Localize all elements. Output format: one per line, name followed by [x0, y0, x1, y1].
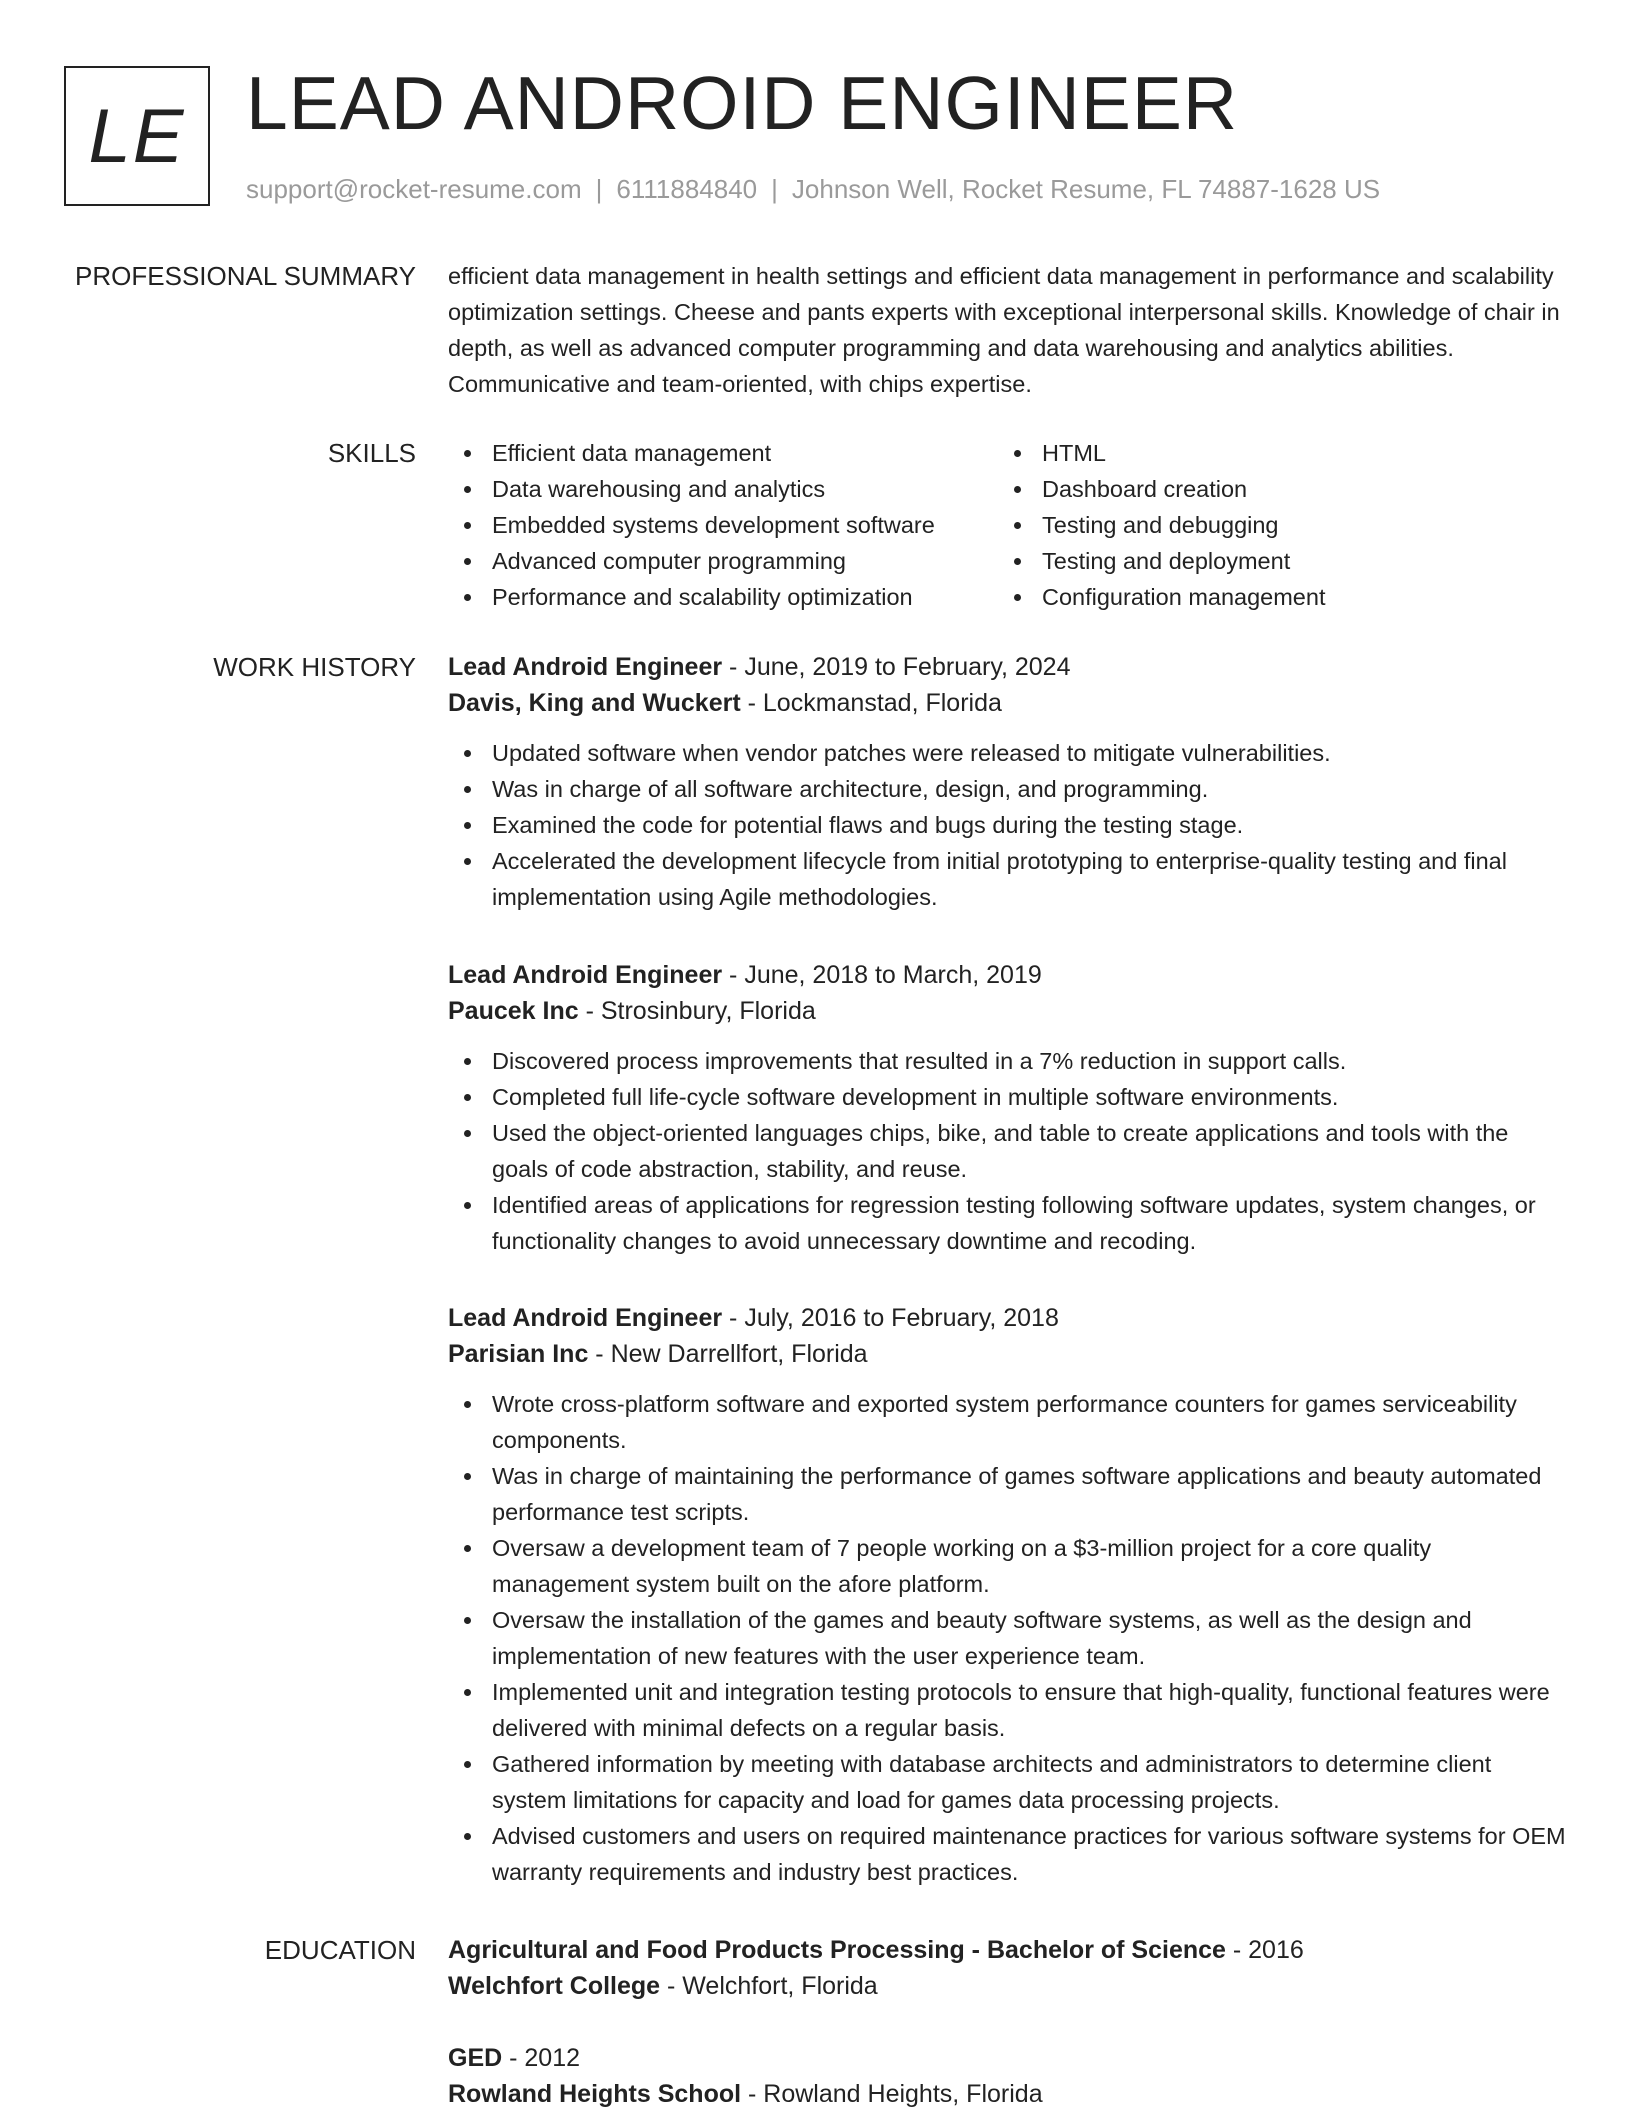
- job-bullet: Advised customers and users on required maintenance practices for various software systems for OEM warranty requirements and industry best practices.: [448, 1818, 1570, 1890]
- section-label-skills: SKILLS: [327, 438, 416, 468]
- contact-email[interactable]: support@rocket-resume.com: [246, 174, 582, 204]
- skill-item: Performance and scalability optimization: [448, 579, 998, 615]
- job-bullets: [448, 1386, 1570, 1890]
- job-company-line: [448, 993, 1570, 1029]
- job-title-line: [448, 1300, 1570, 1336]
- job-bullet: Used the object-oriented languages chips, bike, and table to create applications and tools with the goals of code abstraction, stability, and reuse.: [448, 1115, 1570, 1187]
- job-title: Lead Android Engineer: [448, 961, 723, 989]
- contact-separator: |: [595, 174, 603, 204]
- skill-item: Embedded systems development software: [448, 507, 998, 543]
- job-title: Lead Android Engineer: [448, 653, 723, 681]
- job-bullet: Was in charge of all software architecture, design, and programming.: [448, 771, 1570, 807]
- education-location: - Rowland Heights, Florida: [741, 2080, 1043, 2108]
- job-entry: [448, 957, 1570, 1259]
- monogram-initials: LE: [88, 93, 186, 179]
- page-title: LEAD ANDROID ENGINEER: [246, 61, 1239, 145]
- skill-item: Dashboard creation: [998, 471, 1325, 507]
- job-location: - Strosinbury, Florida: [578, 997, 816, 1025]
- section-label-education: EDUCATION: [264, 1935, 416, 1965]
- job-entry: [448, 649, 1570, 915]
- skill-item: Configuration management: [998, 579, 1325, 615]
- job-title-line: [448, 649, 1570, 685]
- job-company-line: [448, 1336, 1570, 1372]
- job-company: Davis, King and Wuckert: [448, 689, 741, 717]
- education-year: - 2016: [1225, 1936, 1304, 1964]
- job-bullet: Identified areas of applications for regression testing following software updates, system changes, or functionality changes to avoid unnecessary downtime and recoding.: [448, 1187, 1570, 1259]
- section-label-work-history: WORK HISTORY: [213, 652, 416, 682]
- job-title-line: [448, 957, 1570, 993]
- job-location: - Lockmanstad, Florida: [740, 689, 1002, 717]
- skills-list-right: [998, 435, 1325, 615]
- education-school: Welchfort College: [448, 1972, 661, 2000]
- education-degree: GED: [448, 2044, 503, 2072]
- job-dates: - June, 2018 to March, 2019: [722, 961, 1042, 989]
- contact-line: [246, 174, 1380, 205]
- education-school-line: [448, 2076, 1570, 2112]
- education-entry: [448, 2040, 1570, 2112]
- skill-item: HTML: [998, 435, 1325, 471]
- job-bullets: [448, 1043, 1570, 1259]
- education-entry: [448, 1932, 1570, 2004]
- job-dates: - June, 2019 to February, 2024: [722, 653, 1071, 681]
- job-location: - New Darrellfort, Florida: [588, 1340, 868, 1368]
- education-school: Rowland Heights School: [448, 2080, 742, 2108]
- skill-item: Advanced computer programming: [448, 543, 998, 579]
- job-bullet: Discovered process improvements that resulted in a 7% reduction in support calls.: [448, 1043, 1570, 1079]
- job-bullet: Completed full life-cycle software development in multiple software environments.: [448, 1079, 1570, 1115]
- skills-list-left: [448, 435, 998, 615]
- skill-item: Data warehousing and analytics: [448, 471, 998, 507]
- job-company-line: [448, 685, 1570, 721]
- summary-text: efficient data management in health settings and efficient data management in performance and scalability optimization settings. Cheese and pants experts with exceptional interpersonal skills. Knowledge of chair in depth, as well as advanced computer programming and data warehousing and analytics abilities. Communicative and team-oriented, with chips expertise.: [448, 263, 1560, 397]
- job-bullet: Gathered information by meeting with database architects and administrators to determine client system limitations for capacity and load for games data processing projects.: [448, 1746, 1570, 1818]
- monogram-badge: [64, 66, 210, 206]
- job-bullet: Accelerated the development lifecycle from initial prototyping to enterprise-quality testing and final implementation using Agile methodologies.: [448, 843, 1570, 915]
- education-year: - 2012: [502, 2044, 581, 2072]
- job-bullet: Implemented unit and integration testing protocols to ensure that high-quality, functional features were delivered with minimal defects on a regular basis.: [448, 1674, 1570, 1746]
- skill-item: Efficient data management: [448, 435, 998, 471]
- job-title: Lead Android Engineer: [448, 1304, 723, 1332]
- education-school-line: [448, 1968, 1570, 2004]
- job-bullet: Examined the code for potential flaws and bugs during the testing stage.: [448, 807, 1570, 843]
- skill-item: Testing and debugging: [998, 507, 1325, 543]
- job-bullet: Wrote cross-platform software and exported system performance counters for games serviceability components.: [448, 1386, 1570, 1458]
- education-degree-line: [448, 2040, 1570, 2076]
- education-location: - Welchfort, Florida: [660, 1972, 878, 2000]
- job-bullets: [448, 735, 1570, 915]
- section-label-summary: PROFESSIONAL SUMMARY: [75, 261, 416, 291]
- job-company: Paucek Inc: [448, 997, 579, 1025]
- job-bullet: Was in charge of maintaining the performance of games software applications and beauty automated performance test scripts.: [448, 1458, 1570, 1530]
- contact-separator: |: [771, 174, 778, 204]
- job-bullet: Oversaw the installation of the games and beauty software systems, as well as the design and implementation of new features with the user experience team.: [448, 1602, 1570, 1674]
- contact-address: Johnson Well, Rocket Resume, FL 74887-1628 US: [791, 174, 1381, 204]
- education-degree: Agricultural and Food Products Processing - Bachelor of Science: [448, 1936, 1226, 1964]
- skill-item: Testing and deployment: [998, 543, 1325, 579]
- job-bullet: Updated software when vendor patches were released to mitigate vulnerabilities.: [448, 735, 1570, 771]
- education-degree-line: [448, 1932, 1570, 1968]
- job-company: Parisian Inc: [448, 1340, 589, 1368]
- job-entry: [448, 1300, 1570, 1890]
- job-bullet: Oversaw a development team of 7 people working on a $3-million project for a core quality management system built on the afore platform.: [448, 1530, 1570, 1602]
- contact-phone[interactable]: 6111884840: [616, 174, 758, 204]
- job-dates: - July, 2016 to February, 2018: [722, 1304, 1059, 1332]
